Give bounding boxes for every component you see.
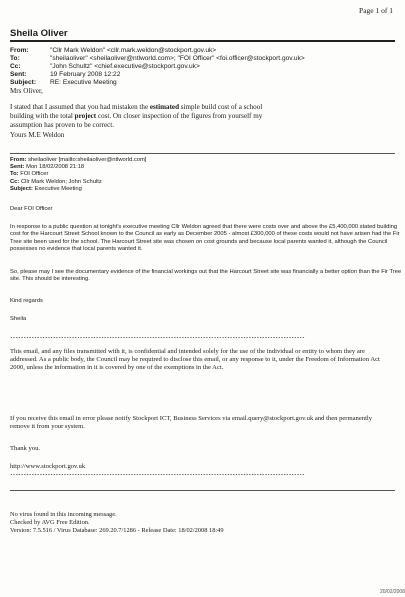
reply-line-3: assumption has proven to be correct. — [10, 121, 115, 130]
page-number: Page 1 of 1 — [359, 6, 393, 15]
header-from-row — [10, 47, 395, 55]
header-subject-row — [10, 79, 395, 87]
disclaimer-paragraph-1: This email, and any files transmitted with it, is confidential and intended solely for the use of the individual or entity to whom they are addressed. As a public body, the Council may be required to disclose this email, or any response to it, under the Freedom of Information Act 2000, unless the information in it is covered by one of the exemptions in the Act. — [10, 348, 380, 372]
header-to-row — [10, 55, 395, 63]
header-to-value: "sheilaoliver" <sheilaoliver@ntlworld.com>; "FOI Officer" <foi.officer@stockport.gov.uk> — [50, 55, 305, 62]
header-sent-value: 19 February 2008 12:22 — [50, 71, 121, 78]
reply-signoff: Yours M.E Weldon — [10, 130, 65, 139]
disclaimer-thanks: Thank you. — [10, 445, 41, 452]
message-greeting: Dear FOI Officer — [10, 206, 53, 212]
asterisk-divider-top: ************************************************************************************************************** — [10, 337, 305, 342]
original-cc-value: Cllr Mark Weldon; John Schultz — [20, 178, 102, 185]
original-subject-label: Subject: — [10, 185, 33, 192]
reply-line-2 — [10, 112, 350, 121]
message-paragraph-2: So, please may I see the documentary evidence of the financial workings out that the Harcourt Street site was financially a better option than the Fir Tree site. This should be interesting. — [10, 269, 402, 283]
header-sent-row — [10, 71, 395, 79]
header-cc-value: "John Schultz" <chief.executive@stockport.gov.uk> — [50, 63, 200, 70]
original-from-value: sheilaoliver [mailto:sheilaoliver@ntlworld.com] — [28, 157, 147, 163]
original-subject-value: Executive Meeting — [34, 185, 82, 192]
header-from-value: "Cllr Mark Weldon" <cllr.mark.weldon@stockport.gov.uk> — [50, 47, 217, 54]
original-sent-value: Mon 18/02/2008 21:18 — [26, 164, 85, 171]
original-cc-label: Cc: — [10, 178, 20, 185]
disclaimer-paragraph-2: If you receive this email in error please notify Stockport ICT, Business Services via email.query@stockport.gov.uk and then permanently remove it from your system. — [10, 415, 373, 431]
reply-bold-estimated: estimated — [149, 103, 180, 111]
header-from-label: From: — [10, 47, 29, 54]
header-divider — [10, 40, 395, 42]
message-paragraph-1: In response to a public question at tonight's executive meeting Cllr Weldon agreed that there were costs over and above the £5,400,000 stated building cost for the Harcourt Street School known to the Council as early as December 2005 - almost £300,000 of these costs would not have arisen had the Fir Tree site been used for the school. The Harcourt Street site was chosen on cost grounds and because local parents wanted it, although the Council possesses no evidence that local parents wanted it. — [10, 224, 400, 252]
footer-line-2: Checked by AVG Free Edition. — [10, 519, 90, 527]
reply-bold-project: project — [74, 112, 97, 121]
original-from-label: From: — [10, 157, 27, 163]
header-sent-label: Sent: — [10, 71, 27, 78]
message-closing: Kind regards — [10, 298, 43, 304]
sender-name: Sheila Oliver — [10, 28, 68, 39]
reply-text: I stated that I assumed that you had mistaken the — [10, 103, 150, 111]
reply-line-1 — [10, 103, 350, 112]
reply-text: simple build cost of a school — [179, 103, 263, 111]
reply-salutation: Mrs Oliver, — [10, 87, 43, 95]
original-to-label: To: — [10, 171, 19, 178]
virus-scan-footer — [10, 511, 390, 536]
corner-date: 20/02/2008 — [379, 589, 405, 595]
header-to-label: To: — [10, 55, 20, 62]
original-divider — [10, 153, 395, 154]
reply-text: building with the total — [10, 112, 75, 121]
header-subject-value: RE: Executive Meeting — [50, 79, 117, 86]
footer-divider — [10, 490, 395, 491]
header-cc-row — [10, 63, 395, 71]
footer-line-3: Version: 7.5.516 / Virus Database: 269.20.7/1286 - Release Date: 18/02/2008 18:49 — [10, 527, 224, 535]
header-cc-label: Cc: — [10, 63, 21, 70]
header-subject-label: Subject: — [10, 79, 37, 86]
asterisk-divider-bottom: ************************************************************************************************************** — [10, 474, 305, 479]
original-header — [10, 157, 400, 193]
original-to-value: FOI Officer — [20, 171, 49, 178]
disclaimer-url[interactable]: http://www.stockport.gov.uk — [10, 463, 86, 470]
footer-line-1: No virus found in this incoming message. — [10, 511, 117, 518]
reply-body — [10, 103, 350, 140]
reply-text: cost. On closer inspection of the figures from yourself my — [96, 112, 263, 121]
message-signature: Sheila — [10, 316, 27, 322]
original-sent-label: Sent: — [10, 164, 25, 171]
